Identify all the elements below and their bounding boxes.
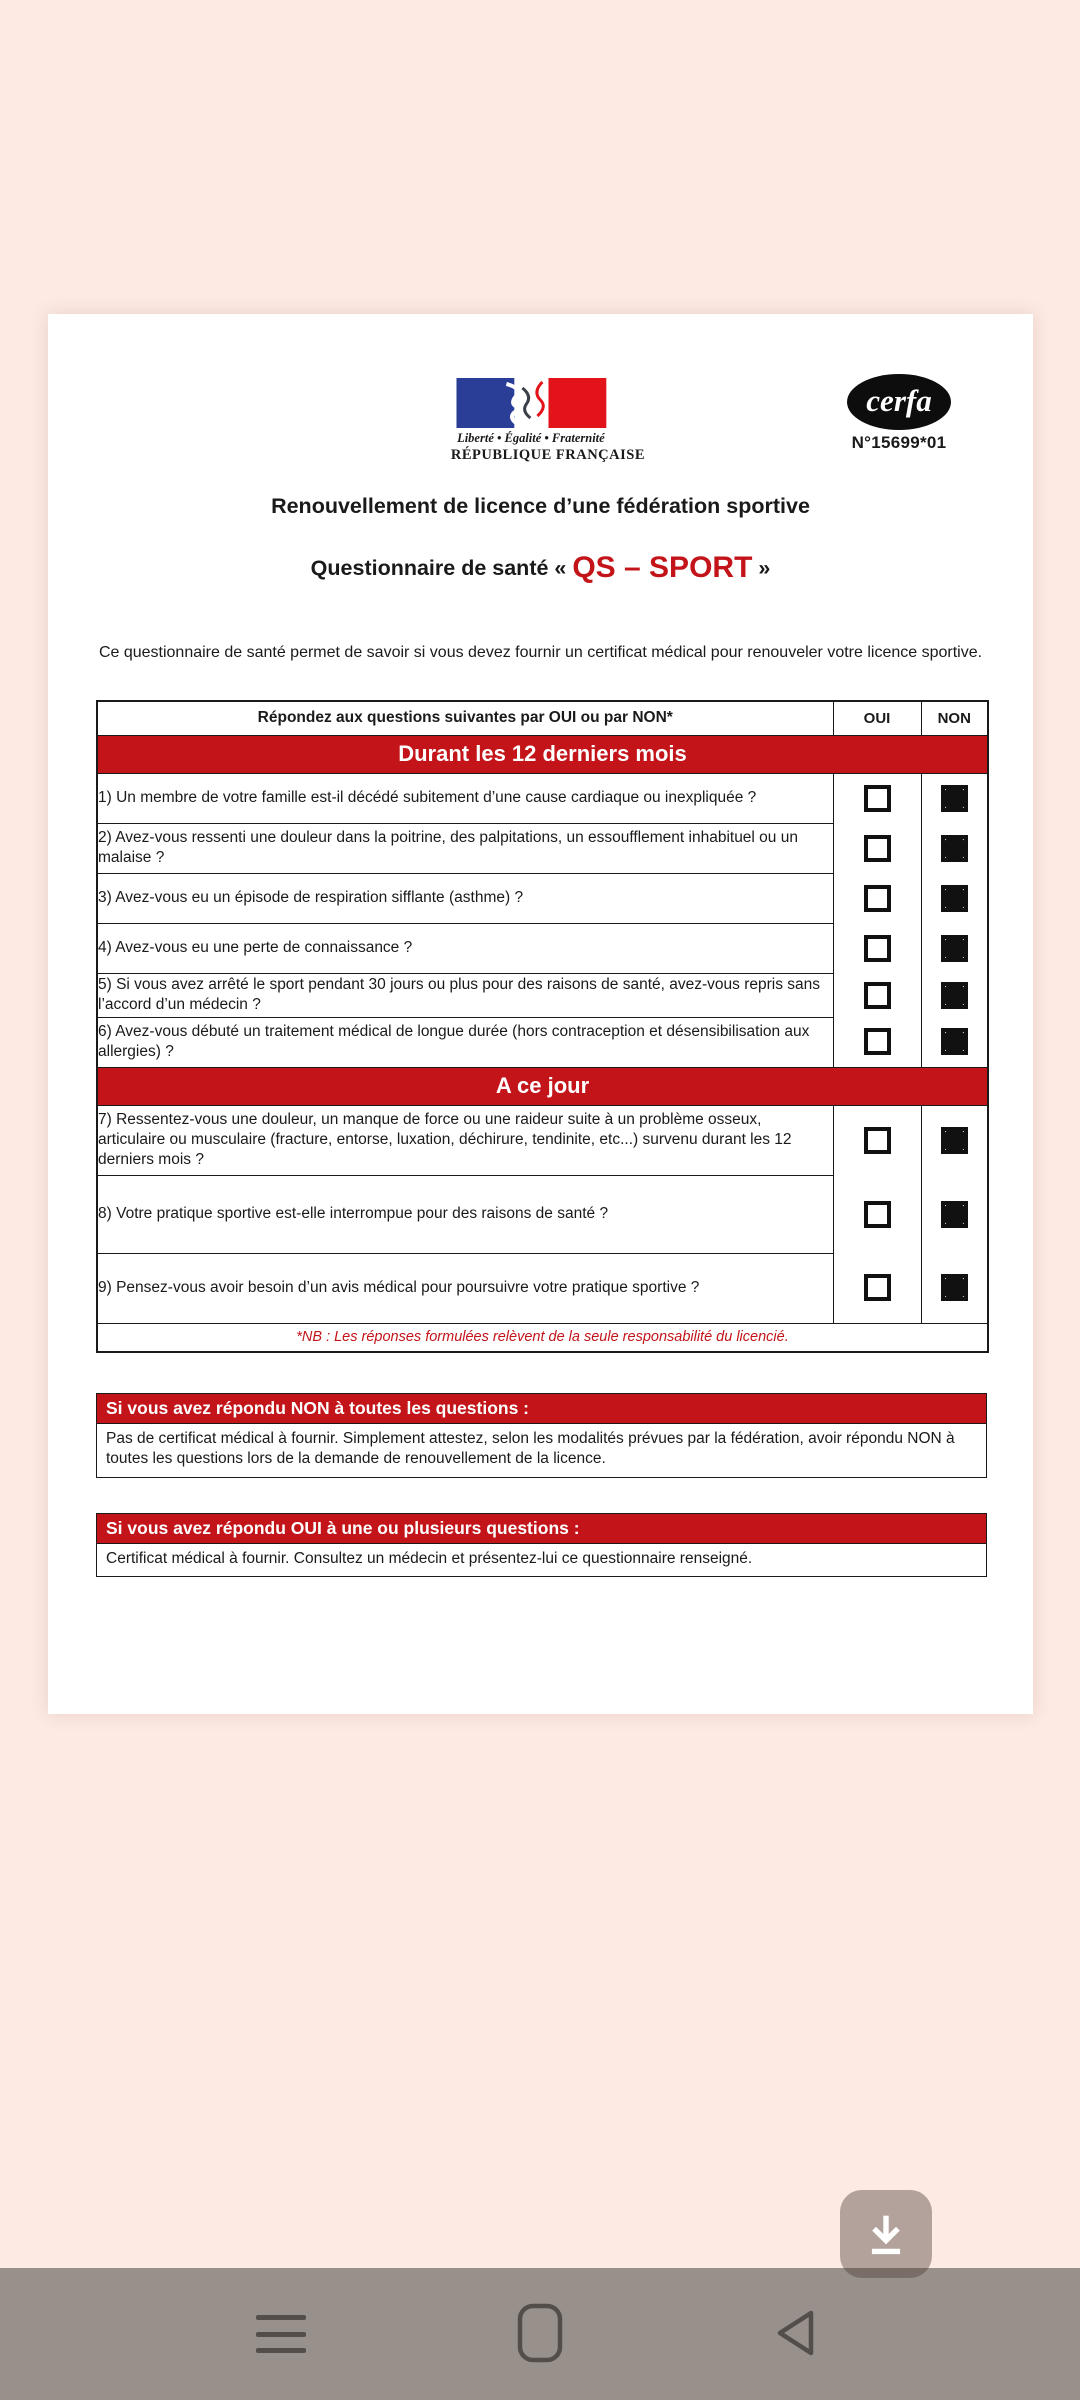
- question-text: 6) Avez-vous débuté un traitement médical de longue durée (hors contraception et désensibilisation aux allergies) ?: [97, 1017, 833, 1067]
- non-checkbox[interactable]: [941, 1028, 968, 1055]
- column-header-oui: OUI: [833, 701, 921, 735]
- question-text: 9) Pensez-vous avoir besoin d’un avis médical pour poursuivre votre pratique sportive ?: [97, 1253, 833, 1323]
- question-text: 4) Avez-vous eu une perte de connaissance ?: [97, 923, 833, 973]
- question-row: [97, 923, 988, 973]
- document-page: [48, 314, 1033, 1714]
- oui-checkbox[interactable]: [864, 835, 891, 862]
- oui-checkbox[interactable]: [864, 1201, 891, 1228]
- oui-checkbox[interactable]: [864, 885, 891, 912]
- non-cell: [921, 823, 988, 873]
- oui-checkbox[interactable]: [864, 1028, 891, 1055]
- system-navigation-bar: [0, 2268, 1080, 2400]
- non-cell: [921, 1017, 988, 1067]
- question-text: 3) Avez-vous eu un épisode de respiration sifflante (asthme) ?: [97, 873, 833, 923]
- result-non-block: [96, 1393, 987, 1478]
- table-header-instruction: Répondez aux questions suivantes par OUI ou par NON*: [97, 701, 833, 735]
- question-row: [97, 1175, 988, 1253]
- column-header-non: NON: [921, 701, 988, 735]
- section-band-last-12-months: Durant les 12 derniers mois: [97, 735, 988, 773]
- oui-cell: [833, 1175, 921, 1253]
- non-cell: [921, 1253, 988, 1323]
- result-oui-title: Si vous avez répondu OUI à une ou plusieurs questions :: [97, 1514, 986, 1544]
- download-button[interactable]: [840, 2190, 932, 2278]
- non-checkbox[interactable]: [941, 1274, 968, 1301]
- oui-checkbox[interactable]: [864, 1274, 891, 1301]
- footnote-row: [97, 1323, 988, 1352]
- non-cell: [921, 773, 988, 823]
- question-text: 8) Votre pratique sportive est-elle interrompue pour des raisons de santé ?: [97, 1175, 833, 1253]
- question-row: [97, 1253, 988, 1323]
- republique-francaise-logo: [450, 378, 646, 464]
- question-row: [97, 973, 988, 1017]
- home-button[interactable]: [470, 2268, 610, 2400]
- question-row: [97, 823, 988, 873]
- non-checkbox[interactable]: [941, 835, 968, 862]
- download-icon: [860, 2207, 912, 2262]
- question-text: 2) Avez-vous ressenti une douleur dans la poitrine, des palpitations, un essoufflement inhabituel ou un malaise ?: [97, 823, 833, 873]
- oui-cell: [833, 1017, 921, 1067]
- oui-cell: [833, 1105, 921, 1175]
- question-row: [97, 873, 988, 923]
- table-header-row: [97, 701, 988, 735]
- questionnaire-table: [96, 700, 989, 1353]
- page-title: Renouvellement de licence d’une fédération sportive: [271, 494, 810, 518]
- liberty-motto: Liberté • Égalité • Fraternité: [457, 431, 605, 445]
- non-checkbox[interactable]: [941, 785, 968, 812]
- result-non-body: Pas de certificat médical à fournir. Simplement attestez, selon les modalités prévues par la fédération, avoir répondu NON à toutes les questions lors de la demande de renouvellement de la licence.: [106, 1430, 955, 1468]
- question-text: 7) Ressentez-vous une douleur, un manque de force ou une raideur suite à un problème osseux, articulaire ou musculaire (fracture, entorse, luxation, déchirure, tendinite, etc...) survenu durant les 12 derniers mois ?: [97, 1105, 833, 1175]
- oui-checkbox[interactable]: [864, 982, 891, 1009]
- oui-checkbox[interactable]: [864, 1127, 891, 1154]
- non-cell: [921, 973, 988, 1017]
- non-cell: [921, 1175, 988, 1253]
- non-cell: [921, 923, 988, 973]
- cerfa-oval-icon: cerfa: [847, 374, 951, 430]
- question-row: [97, 1017, 988, 1067]
- result-oui-body: Certificat médical à fournir. Consultez un médecin et présentez-lui ce questionnaire renseigné.: [106, 1550, 753, 1567]
- cerfa-logo: [843, 374, 955, 453]
- question-row: [97, 773, 988, 823]
- question-text: 5) Si vous avez arrêté le sport pendant 30 jours ou plus pour des raisons de santé, avez-vous repris sans l’accord d’un médecin ?: [97, 973, 833, 1017]
- back-triangle-icon: [773, 2308, 817, 2361]
- republique-francaise-label: RÉPUBLIQUE FRANÇAISE: [450, 447, 646, 463]
- oui-checkbox[interactable]: [864, 935, 891, 962]
- qs-sport-highlight: QS – SPORT: [572, 551, 753, 584]
- oui-cell: [833, 823, 921, 873]
- cerfa-number: N°15699*01: [851, 433, 947, 452]
- oui-cell: [833, 923, 921, 973]
- oui-cell: [833, 1253, 921, 1323]
- non-checkbox[interactable]: [941, 982, 968, 1009]
- oui-cell: [833, 873, 921, 923]
- menu-button[interactable]: [211, 2268, 351, 2400]
- french-flag-icon: [451, 378, 611, 428]
- section-band-today: A ce jour: [97, 1067, 988, 1105]
- non-cell: [921, 1105, 988, 1175]
- result-oui-block: [96, 1513, 987, 1577]
- question-text: 1) Un membre de votre famille est-il décédé subitement d’une cause cardiaque ou inexpliquée ?: [97, 773, 833, 823]
- non-cell: [921, 873, 988, 923]
- non-checkbox[interactable]: [941, 1201, 968, 1228]
- oui-cell: [833, 773, 921, 823]
- page-subtitle: Questionnaire de santé « QS – SPORT »: [310, 551, 771, 584]
- non-checkbox[interactable]: [941, 935, 968, 962]
- question-row: [97, 1105, 988, 1175]
- oui-checkbox[interactable]: [864, 785, 891, 812]
- menu-icon: [256, 2315, 306, 2353]
- result-non-title: Si vous avez répondu NON à toutes les questions :: [97, 1394, 986, 1424]
- logos-row: [48, 374, 1033, 484]
- footnote-text: *NB : Les réponses formulées relèvent de la seule responsabilité du licencié.: [97, 1323, 988, 1352]
- home-square-icon: [517, 2303, 563, 2366]
- non-checkbox[interactable]: [941, 1127, 968, 1154]
- non-checkbox[interactable]: [941, 885, 968, 912]
- back-button[interactable]: [725, 2268, 865, 2400]
- intro-text: Ce questionnaire de santé permet de savoir si vous devez fournir un certificat médical pour renouveler votre licence sportive.: [98, 644, 983, 661]
- oui-cell: [833, 973, 921, 1017]
